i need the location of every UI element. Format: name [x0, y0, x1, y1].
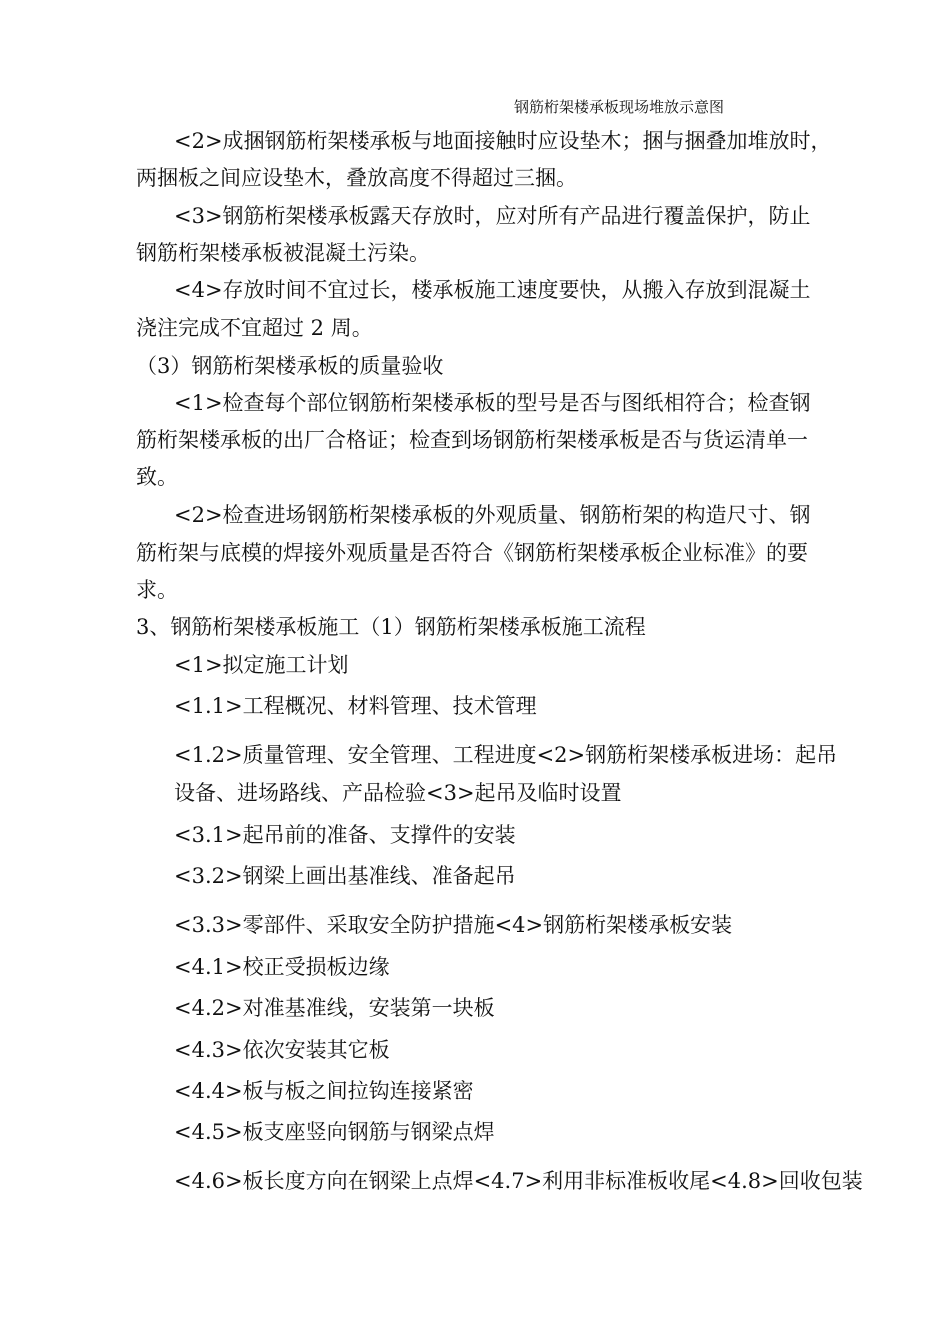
text-line: <4>存放时间不宜过长，楼承板施工速度要快，从搬入存放到混凝土 [174, 278, 811, 302]
text-line: 筋桁架楼承板的出厂合格证；检查到场钢筋桁架楼承板是否与货运清单一 [136, 428, 808, 452]
text-line: 致。 [136, 465, 178, 489]
text-line: 浇注完成不宜超过 2 周。 [136, 316, 373, 340]
text-line: 钢筋桁架楼承板被混凝土污染。 [136, 241, 430, 265]
text-line: <3>钢筋桁架楼承板露天存放时，应对所有产品进行覆盖保护，防止 [174, 204, 811, 228]
text-line: 筋桁架与底模的焊接外观质量是否符合《钢筋桁架楼承板企业标准》的要 [136, 541, 808, 565]
list-item: 设备、进场路线、产品检验<3>起吊及临时设置 [174, 781, 622, 805]
list-item: <3.2>钢梁上画出基准线、准备起吊 [174, 864, 516, 888]
list-item: <3.1>起吊前的准备、支撑件的安装 [174, 823, 516, 847]
list-item: <1>拟定施工计划 [174, 653, 349, 677]
list-item: <1.2>质量管理、安全管理、工程进度<2>钢筋桁架楼承板进场：起吊 [174, 743, 838, 767]
list-item: <1.1>工程概况、材料管理、技术管理 [174, 694, 537, 718]
section-heading: （3）钢筋桁架楼承板的质量验收 [136, 354, 444, 378]
figure-caption: 钢筋桁架楼承板现场堆放示意图 [514, 98, 725, 116]
text-line: 求。 [136, 578, 178, 602]
list-item: <4.3>依次安装其它板 [174, 1038, 390, 1062]
text-line: <2>成捆钢筋桁架楼承板与地面接触时应设垫木；捆与捆叠加堆放时， [174, 129, 832, 153]
section-heading: 3、钢筋桁架楼承板施工（1）钢筋桁架楼承板施工流程 [136, 615, 646, 639]
text-line: <1>检查每个部位钢筋桁架楼承板的型号是否与图纸相符合；检查钢 [174, 391, 811, 415]
list-item: <4.4>板与板之间拉钩连接紧密 [174, 1079, 474, 1103]
list-item: <4.1>校正受损板边缘 [174, 955, 390, 979]
list-item: <3.3>零部件、采取安全防护措施<4>钢筋桁架楼承板安装 [174, 913, 733, 937]
list-item: <4.2>对准基准线，安装第一块板 [174, 996, 495, 1020]
text-line: 两捆板之间应设垫木，叠放高度不得超过三捆。 [136, 166, 577, 190]
list-item: <4.5>板支座竖向钢筋与钢梁点焊 [174, 1120, 495, 1144]
text-line: <2>检查进场钢筋桁架楼承板的外观质量、钢筋桁架的构造尺寸、钢 [174, 503, 811, 527]
list-item: <4.6>板长度方向在钢梁上点焊<4.7>利用非标准板收尾<4.8>回收包装 [174, 1169, 863, 1193]
